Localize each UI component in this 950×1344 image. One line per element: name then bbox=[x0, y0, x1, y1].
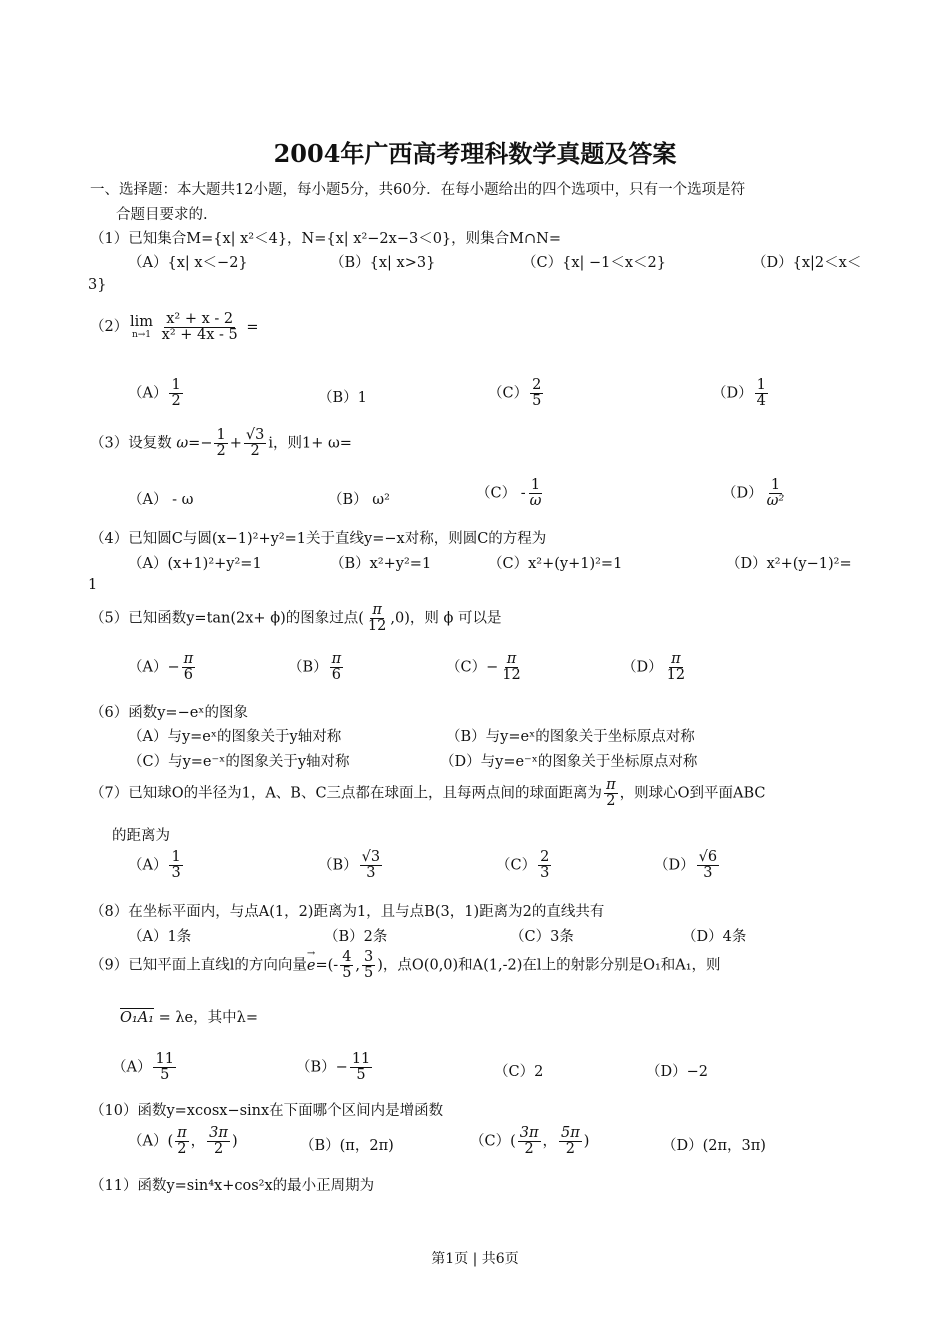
q10-option-b: （B）(π，2π) bbox=[300, 1138, 394, 1154]
q6-option-d: （D）与y=e⁻ˣ的图象关于坐标原点对称 bbox=[440, 754, 698, 770]
q4-option-d: （D）x²+(y−1)²= bbox=[726, 556, 852, 572]
q8-option-b: （B）2条 bbox=[324, 929, 388, 945]
q8-option-d: （D）4条 bbox=[682, 929, 747, 945]
q4-option-d-cont: 1 bbox=[88, 577, 98, 593]
q9-option-c: （C）2 bbox=[494, 1064, 544, 1080]
q1-option-d: （D）{x|2＜x＜ bbox=[752, 255, 862, 271]
q11-stem: （11）函数y=sin⁴x+cos²x的最小正周期为 bbox=[90, 1178, 375, 1194]
q3-option-a: （A） - ω bbox=[128, 492, 194, 508]
q3-option-d: （D） $\frac{1}{\text{ω²}}$ bbox=[722, 477, 785, 510]
q2-label: （2） bbox=[90, 319, 129, 335]
q7-option-b: （B） $\frac{√3}{3}$ bbox=[318, 849, 381, 882]
page-title: 2004年广西高考理科数学真题及答案 bbox=[273, 139, 677, 168]
q3-option-b: （B） ω² bbox=[328, 492, 390, 508]
q8-option-c: （C）3条 bbox=[510, 929, 574, 945]
q6-option-a: （A）与y=eˣ的图象关于y轴对称 bbox=[128, 729, 342, 745]
q7-stem: （7）已知球O的半径为1，A、B、C三点都在球面上，且每两点间的球面距离为 $\frac{\pi}{2}$ ，则球心O到平面ABC bbox=[90, 777, 766, 810]
q5-option-a: （A）− $\frac{\pi}{6}$ bbox=[128, 651, 194, 684]
q10-stem: （10）函数y=xcosx−sinx在下面哪个区间内是增函数 bbox=[90, 1103, 444, 1119]
q1-option-c: （C）{x| −1＜x＜2} bbox=[522, 255, 666, 271]
q8-stem: （8）在坐标平面内，与点A(1，2)距离为1，且与点B(3，1)距离为2的直线共有 bbox=[90, 904, 605, 920]
q2-lim: lim n→1 bbox=[130, 313, 154, 340]
q2-fraction: $\frac{\text{x² + x - 2}}{\text{x² + 4x - 5}}$ bbox=[161, 311, 238, 344]
q5-stem: （5）已知函数y=tan(2x+ ϕ)的图象过点( $\frac{\pi}{12}$ ,0)，则 ϕ 可以是 bbox=[90, 602, 502, 635]
q3-option-c: （C） - $\frac{1}{\omega}$ bbox=[476, 477, 542, 510]
q1-option-d-cont: 3} bbox=[88, 277, 107, 293]
q1-option-a: （A）{x| x＜−2} bbox=[128, 255, 248, 271]
q9-option-d: （D）−2 bbox=[646, 1064, 709, 1080]
q2-option-b: （B）1 bbox=[318, 390, 367, 406]
q10-option-a: （A）( $\frac{\pi}{2}$ ， $\frac{3\pi}{2}$ ) bbox=[128, 1125, 238, 1158]
q1-option-b: （B）{x| x>3} bbox=[330, 255, 436, 271]
q2-equals: = bbox=[246, 319, 259, 336]
section-intro-line1: 一、选择题：本大题共12小题，每小题5分，共60分．在每小题给出的四个选项中，只有一个选项是符 bbox=[90, 182, 746, 198]
q6-stem: （6）函数y=−eˣ的图象 bbox=[90, 705, 248, 721]
q2-option-a: （A） $\frac{1}{2}$ bbox=[128, 377, 181, 410]
q7-stem-line2: 的距离为 bbox=[112, 828, 170, 844]
q7-option-c: （C） $\frac{2}{3}$ bbox=[496, 849, 550, 882]
q8-option-a: （A）1条 bbox=[128, 929, 192, 945]
q10-option-c: （C）( $\frac{3\pi}{2}$ ， $\frac{5\pi}{2}$ ) bbox=[470, 1125, 590, 1158]
page-footer: 第1页 | 共6页 bbox=[431, 1251, 519, 1267]
q9-option-a: （A） $\frac{11}{5}$ bbox=[112, 1051, 174, 1084]
q4-stem: （4）已知圆C与圆(x−1)²+y²=1关于直线y=−x对称，则圆C的方程为 bbox=[90, 531, 547, 547]
q9-vector-e: → e bbox=[306, 947, 316, 974]
q2-limit-expression bbox=[130, 312, 259, 343]
q6-option-b: （B）与y=eˣ的图象关于坐标原点对称 bbox=[446, 729, 695, 745]
q9-vector-o1a1: O₁A₁ bbox=[120, 1010, 154, 1026]
q10-option-d: （D）(2π，3π) bbox=[662, 1138, 766, 1154]
q7-option-d: （D） $\frac{√6}{3}$ bbox=[654, 849, 718, 882]
q2-option-c: （C） $\frac{2}{5}$ bbox=[488, 377, 542, 410]
q1-stem: （1）已知集合M={x| x²＜4}，N={x| x²−2x−3＜0}，则集合M∩N= bbox=[90, 231, 561, 247]
q7-option-a: （A） $\frac{1}{3}$ bbox=[128, 849, 181, 882]
section-intro-line2: 合题目要求的. bbox=[116, 207, 208, 223]
q5-option-d: （D） $\frac{\pi}{12}$ bbox=[622, 651, 686, 684]
q5-option-b: （B） $\frac{\pi}{6}$ bbox=[288, 651, 342, 684]
q9-option-b: （B）− $\frac{11}{5}$ bbox=[296, 1051, 371, 1084]
q4-option-b: （B）x²+y²=1 bbox=[330, 556, 432, 572]
q6-option-c: （C）与y=e⁻ˣ的图象关于y轴对称 bbox=[128, 754, 350, 770]
q4-option-c: （C）x²+(y+1)²=1 bbox=[488, 556, 623, 572]
q5-option-c: （C）− $\frac{\pi}{12}$ bbox=[446, 651, 521, 684]
q9-stem: （9）已知平面上直线l的方向向量 → e=(- $\frac{4}{5}$ , $\frac{3}{5}$ )，点O(0,0)和A(1,-2)在l上的射影分别是O₁和A₁，则 bbox=[90, 947, 721, 982]
q2-option-d: （D） $\frac{1}{4}$ bbox=[712, 377, 766, 410]
q3-stem: （3）设复数 ω=− $\frac{1}{2}$ + $\frac{√3}{2}$ i，则1+ ω= bbox=[90, 427, 352, 460]
q4-option-a: （A）(x+1)²+y²=1 bbox=[128, 556, 262, 572]
q9-stem-line2: O₁A₁ = λe，其中λ= bbox=[120, 1010, 258, 1026]
